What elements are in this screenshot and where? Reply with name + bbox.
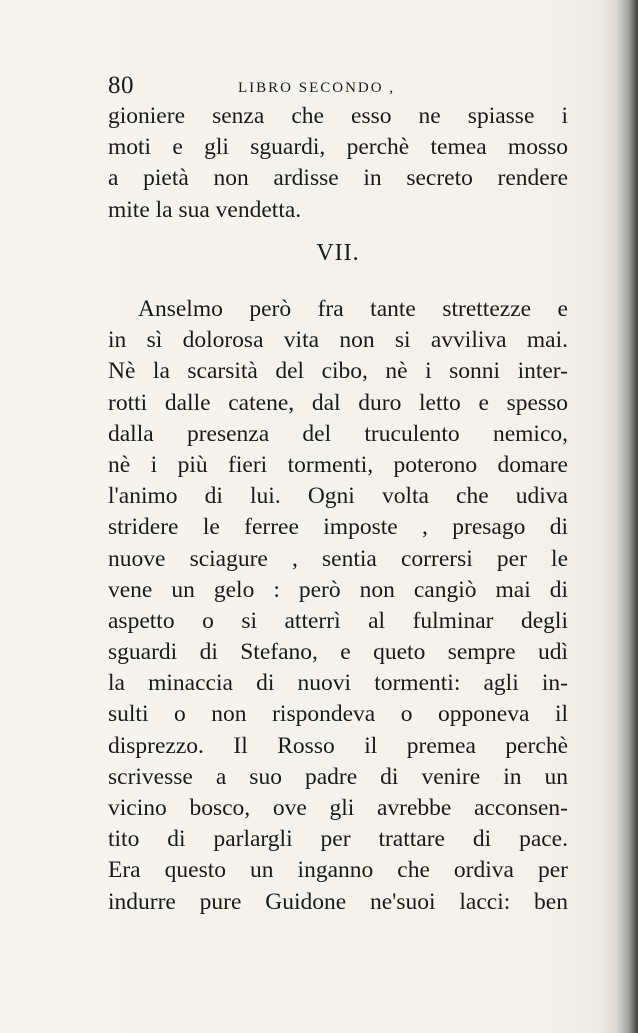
text-line: vicino bosco, ove gli avrebbe acconsen-	[108, 795, 568, 821]
running-head: LIBRO SECONDO ,	[238, 80, 396, 96]
text-line: Nè la scarsità del cibo, nè i sonni inter-	[108, 358, 568, 385]
text-line: dalla presenza del truculento nemico,	[108, 420, 568, 447]
text-line: stridere le ferree imposte , presago di	[108, 514, 568, 541]
text-line: nè i più fieri tormenti, poterono domare	[108, 451, 568, 478]
text-line: moti e gli sguardi, perchè temea mosso	[108, 134, 568, 161]
text-line: gioniere senza che esso ne spiasse i	[108, 103, 568, 129]
text-line: l'animo di lui. Ogni volta che udiva	[108, 483, 568, 510]
text-line: mite la sua vendetta.	[108, 196, 302, 223]
text-line: vene un gelo : però non cangiò mai di	[108, 576, 568, 603]
page-header	[108, 72, 568, 102]
text-line: in sì dolorosa vita non si avviliva mai.	[108, 327, 568, 354]
text-line: sulti o non rispondeva o opponeva il	[108, 701, 568, 728]
paragraph-continued	[108, 101, 568, 226]
text-line: nuove sciagure , sentia corrersi per le	[108, 545, 568, 572]
text-line: sguardi di Stefano, e queto sempre udì	[108, 639, 568, 666]
text-line: rotti dalle catene, dal duro letto e spesso	[108, 389, 568, 416]
text-line: tito di parlargli per trattare di pace.	[108, 826, 568, 853]
text-line: la minaccia di nuovi tormenti: agli in-	[108, 670, 568, 697]
text-line: Anselmo però fra tante strettezze e	[138, 296, 568, 322]
page-edge-shadow	[616, 0, 638, 1033]
text-line: Era questo un inganno che ordiva per	[108, 857, 568, 884]
section-heading: VII.	[316, 240, 360, 266]
text-line: disprezzo. Il Rosso il premea perchè	[108, 732, 568, 759]
page-number: 80	[108, 72, 134, 99]
text-line: a pietà non ardisse in secreto rendere	[108, 165, 568, 192]
text-line: aspetto o si atterrì al fulminar degli	[108, 607, 568, 634]
text-line: indurre pure Guidone ne'suoi lacci: ben	[108, 888, 568, 915]
text-line: scrivesse a suo padre di venire in un	[108, 763, 568, 790]
paragraph-main	[108, 294, 568, 918]
